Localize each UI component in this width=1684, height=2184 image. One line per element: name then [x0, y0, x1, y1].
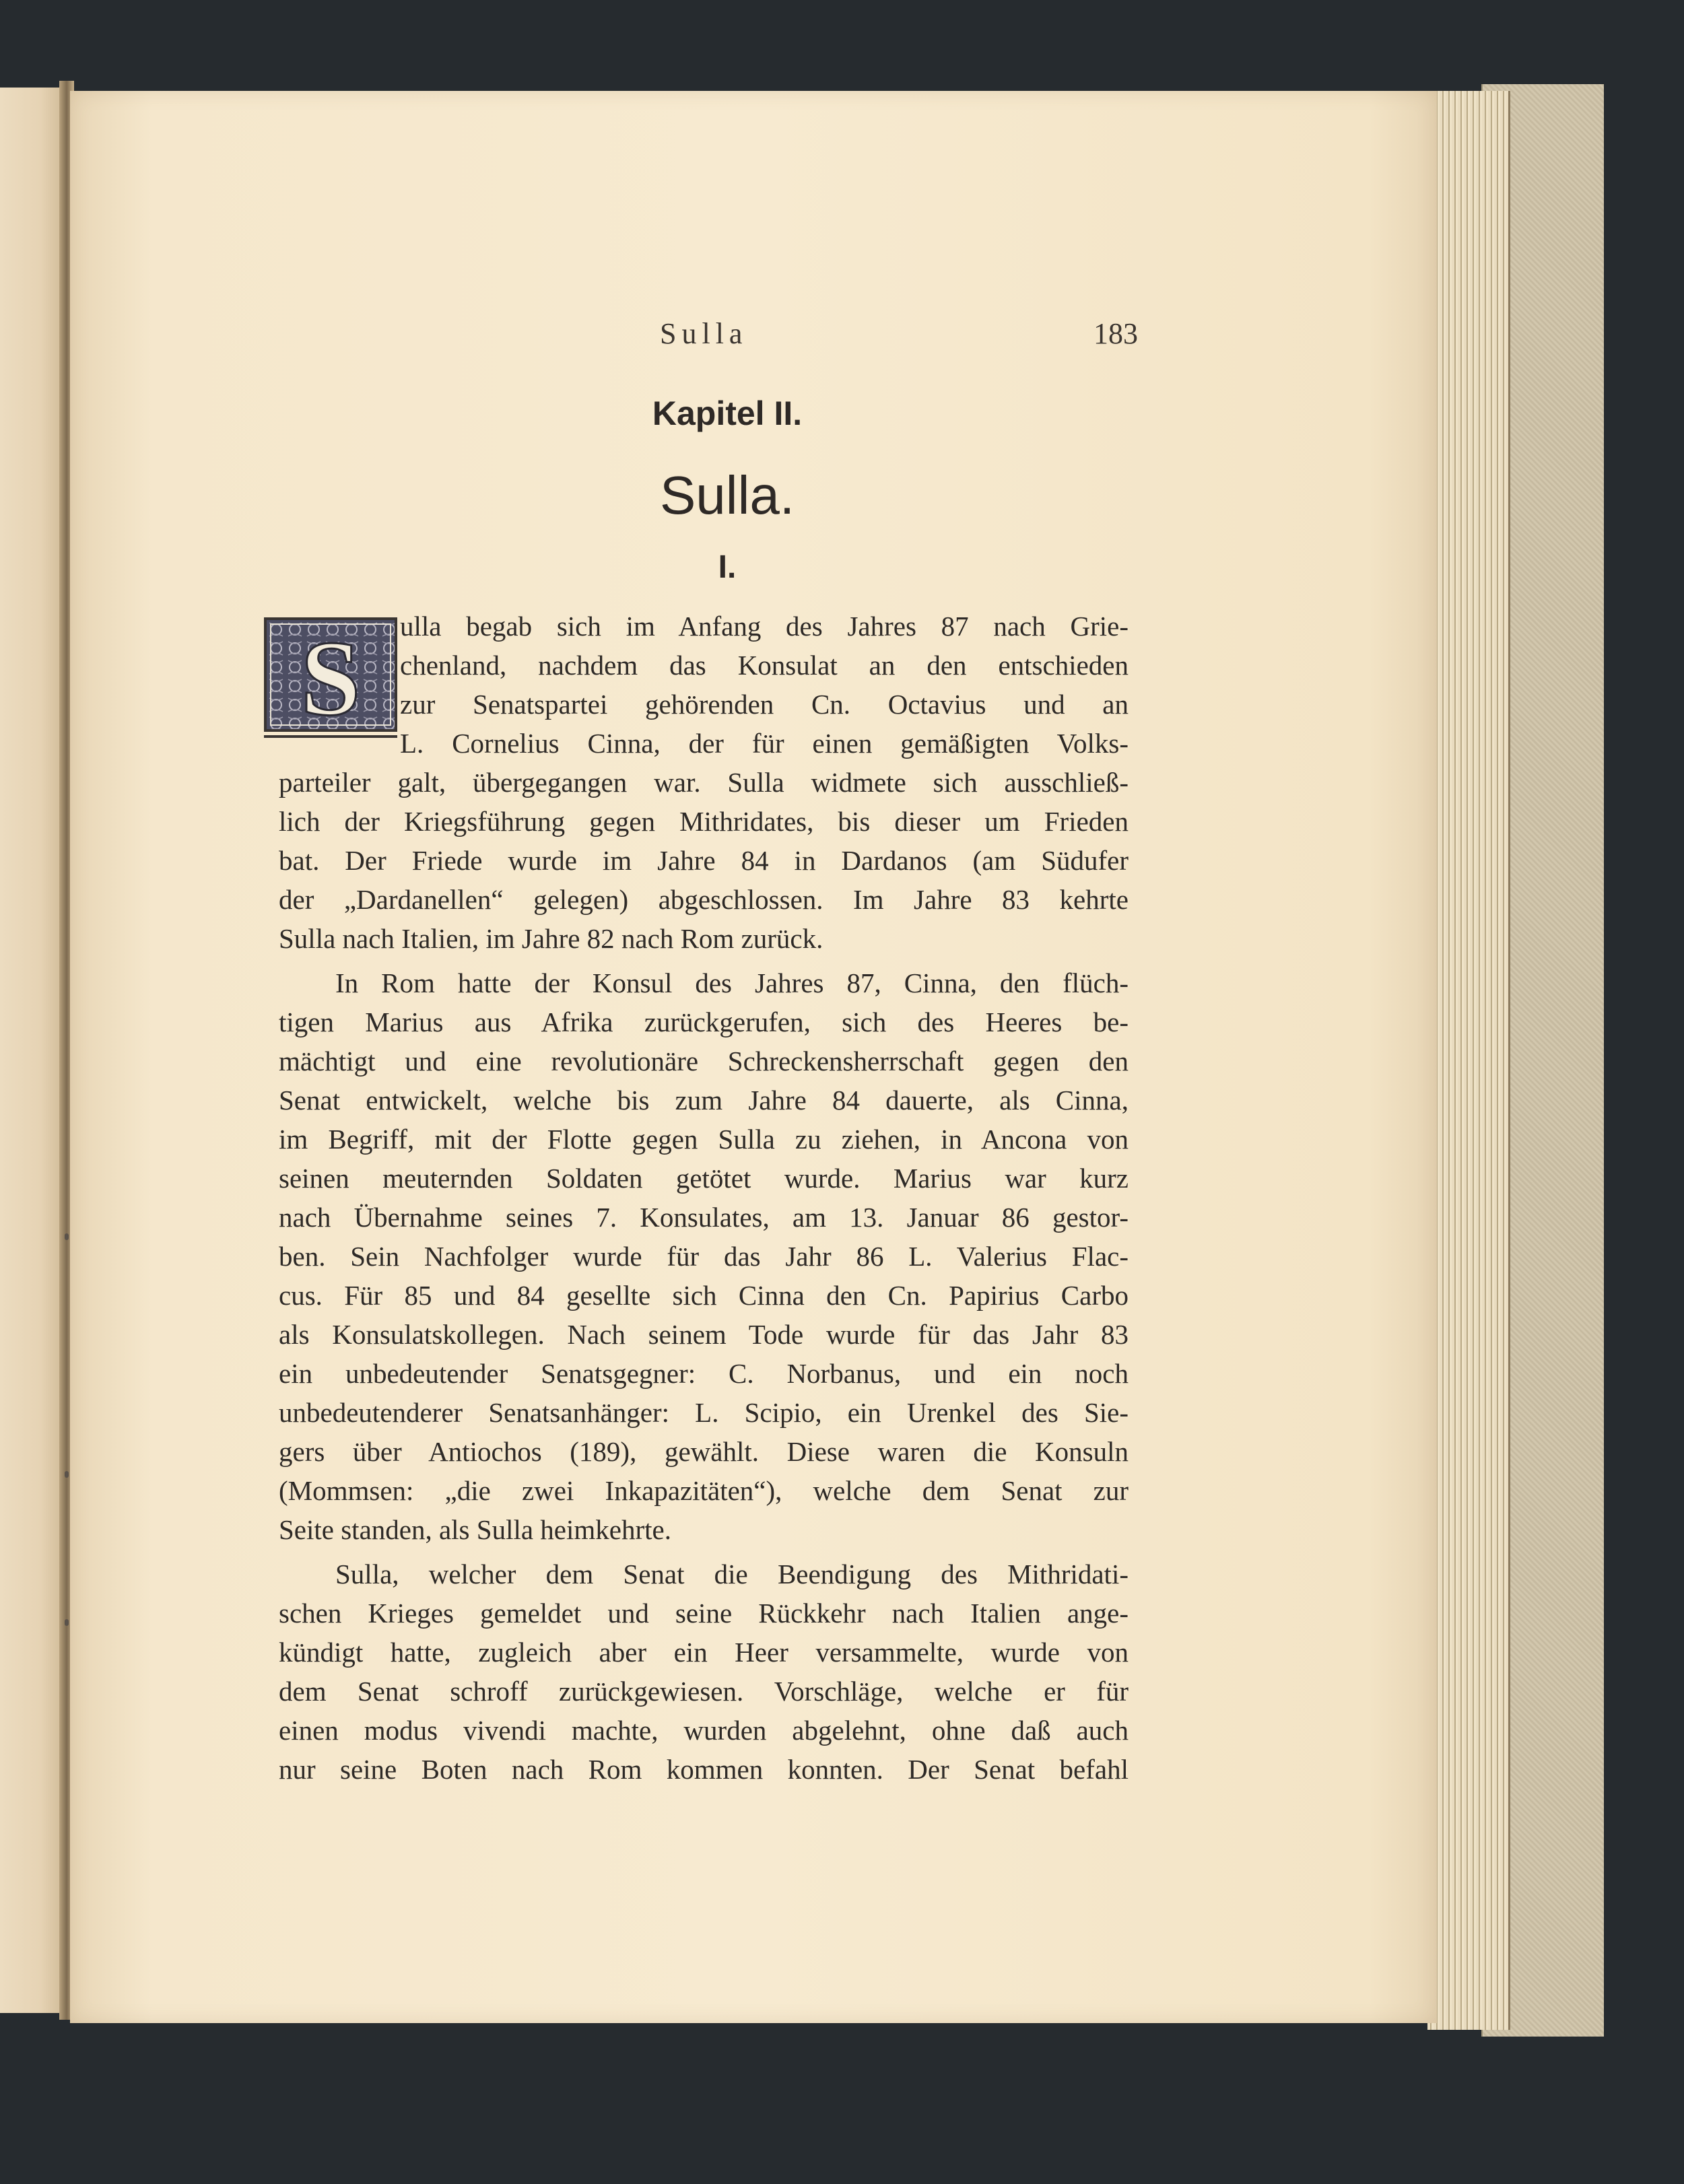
text-line: cus. Für 85 und 84 gesellte sich Cinna den Cn. Papirius Carbo: [279, 1280, 1129, 1311]
drop-cap-letter: S: [300, 620, 361, 729]
text-line: dem Senat schroff zurückgewiesen. Vorschläge, welche er für: [279, 1676, 1129, 1707]
text-line: einen modus vivendi machte, wurden abgelehnt, ohne daß auch: [279, 1715, 1129, 1746]
text-line: im Begriff, mit der Flotte gegen Sulla zu ziehen, in Ancona von: [279, 1124, 1129, 1155]
text-line: chenland, nachdem das Konsulat an den entschieden: [400, 650, 1129, 681]
text-line: schen Krieges gemeldet und seine Rückkehr nach Italien ange-: [279, 1598, 1129, 1629]
text-line: als Konsulatskollegen. Nach seinem Tode wurde für das Jahr 83: [279, 1319, 1129, 1350]
text-line: nur seine Boten nach Rom kommen konnten. Der Senat befahl: [279, 1754, 1129, 1785]
text-line: nach Übernahme seines 7. Konsulates, am 13. Januar 86 gestor-: [279, 1202, 1129, 1233]
chapter-title: Sulla.: [659, 465, 795, 525]
text-line: lich der Kriegsführung gegen Mithridates, bis dieser um Frieden: [279, 806, 1129, 837]
drop-cap-ornament-icon: [267, 620, 395, 729]
text-line: der „Dardanellen“ gelegen) abgeschlossen. Im Jahre 83 kehrte: [279, 884, 1129, 915]
text-line: Senat entwickelt, welche bis zum Jahre 84 dauerte, als Cinna,: [279, 1085, 1129, 1116]
drop-cap-rule: [264, 735, 397, 738]
text-line: ulla begab sich im Anfang des Jahres 87 nach Grie-: [400, 611, 1129, 642]
margin-mark: [65, 1619, 69, 1626]
text-line: (Mommsen: „die zwei Inkapazitäten“), welche dem Senat zur: [279, 1475, 1129, 1506]
text-line: Sulla nach Italien, im Jahre 82 nach Rom zurück.: [279, 923, 823, 954]
text-line: Seite standen, als Sulla heimkehrte.: [279, 1514, 671, 1545]
drop-cap-initial: [264, 617, 397, 732]
margin-mark: [65, 1471, 69, 1478]
text-line: seinen meuternden Soldaten getötet wurde. Marius war kurz: [279, 1163, 1129, 1194]
text-line: parteiler galt, übergegangen war. Sulla widmete sich ausschließ-: [279, 767, 1129, 798]
section-number: I.: [718, 549, 737, 585]
margin-mark: [65, 1233, 69, 1240]
text-line: bat. Der Friede wurde im Jahre 84 in Dardanos (am Südufer: [279, 845, 1129, 876]
running-title: Sulla: [660, 317, 748, 350]
page-edges: [1427, 91, 1510, 2030]
chapter-label: Kapitel II.: [652, 395, 803, 432]
text-line: Sulla, welcher dem Senat die Beendigung des Mithridati-: [335, 1559, 1129, 1590]
text-line: mächtigt und eine revolutionäre Schreckensherrschaft gegen den: [279, 1046, 1129, 1077]
text-line: zur Senatspartei gehörenden Cn. Octavius und an: [400, 689, 1129, 720]
text-line: ben. Sein Nachfolger wurde für das Jahr 86 L. Valerius Flac-: [279, 1241, 1129, 1272]
text-line: tigen Marius aus Afrika zurückgerufen, sich des Heeres be-: [279, 1006, 1129, 1037]
text-line: In Rom hatte der Konsul des Jahres 87, Cinna, den flüch-: [335, 967, 1129, 998]
text-line: unbedeutenderer Senatsanhänger: L. Scipio, ein Urenkel des Sie-: [279, 1397, 1129, 1428]
text-line: gers über Antiochos (189), gewählt. Diese waren die Konsuln: [279, 1436, 1129, 1467]
page-number: 183: [1093, 317, 1138, 350]
running-head: [660, 316, 1138, 357]
text-line: kündigt hatte, zugleich aber ein Heer versammelte, wurde von: [279, 1637, 1129, 1668]
text-line: ein unbedeutender Senatsgegner: C. Norbanus, und ein noch: [279, 1358, 1129, 1389]
text-line: L. Cornelius Cinna, der für einen gemäßigten Volks-: [400, 728, 1129, 759]
left-page-edge: [0, 88, 67, 2013]
